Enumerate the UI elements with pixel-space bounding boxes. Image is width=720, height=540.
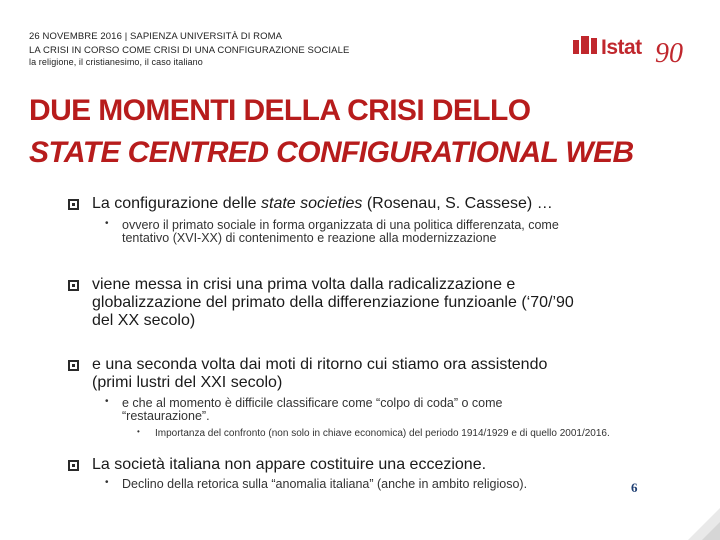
checkbox-square-icon — [68, 199, 79, 210]
checkbox-square-icon — [68, 280, 79, 291]
header-line-1: 26 NOVEMBRE 2016 | SAPIENZA UNIVERSITÀ DI ROMA — [29, 31, 283, 42]
dot-bullet-icon: • — [137, 427, 140, 436]
logo-text: Istat — [601, 36, 642, 59]
bullet-3-sub-line-1: e che al momento è difficile classificare come “colpo di coda” o come — [122, 396, 503, 410]
bullet-3-line-1: e una seconda volta dai moti di ritorno cui stiamo ora assistendo — [92, 356, 548, 373]
header-line-3: la religione, il cristianesimo, il caso italiano — [29, 57, 203, 67]
logo-number: 90 — [655, 38, 683, 69]
bullet-4-sub-line-1: Declino della retorica sulla “anomalia italiana” (anche in ambito religioso). — [122, 477, 528, 491]
slide-title-line-2: STATE CENTRED CONFIGURATIONAL WEB — [29, 136, 634, 169]
page-number: 6 — [631, 480, 638, 495]
bullet-4-line-1: La società italiana non appare costituire una eccezione. — [92, 456, 487, 473]
bullet-2-line-2: globalizzazione del primato della differenziazione funzioanle (‘70/’90 — [92, 294, 574, 311]
header-line-2: LA CRISI IN CORSO COME CRISI DI UNA CONFIGURAZIONE SOCIALE — [29, 45, 350, 56]
istat-logo — [571, 26, 693, 76]
istat-logo-icon — [571, 26, 693, 76]
bullet-3-line-2: (primi lustri del XXI secolo) — [92, 374, 283, 391]
bullet-1-text: La configurazione delle state societies (Rosenau, S. Cassese) … — [92, 195, 553, 212]
dot-bullet-icon: • — [105, 396, 109, 407]
slide-title-line-1: DUE MOMENTI DELLA CRISI DELLO — [29, 94, 531, 127]
corner-decoration — [680, 500, 720, 540]
checkbox-square-icon — [68, 460, 79, 471]
checkbox-square-icon — [68, 360, 79, 371]
dot-bullet-icon: • — [105, 477, 109, 488]
bullet-3-subsub: Importanza del confronto (non solo in chiave economica) del periodo 1914/1929 e di quello 2001/2016. — [155, 428, 610, 439]
bullet-1-sub-line-2: tentativo (XVI-XX) di contenimento e reazione alla modernizzazione — [122, 231, 497, 245]
bullet-1-sub-line-1: ovvero il primato sociale in forma organizzata di una politica differenzata, come — [122, 218, 559, 232]
bullet-3-sub-line-2: “restaurazione”. — [122, 409, 210, 423]
bullet-2-line-1: viene messa in crisi una prima volta dalla radicalizzazione e — [92, 276, 516, 293]
bullet-2-line-3: del XX secolo) — [92, 312, 196, 329]
dot-bullet-icon: • — [105, 218, 109, 229]
